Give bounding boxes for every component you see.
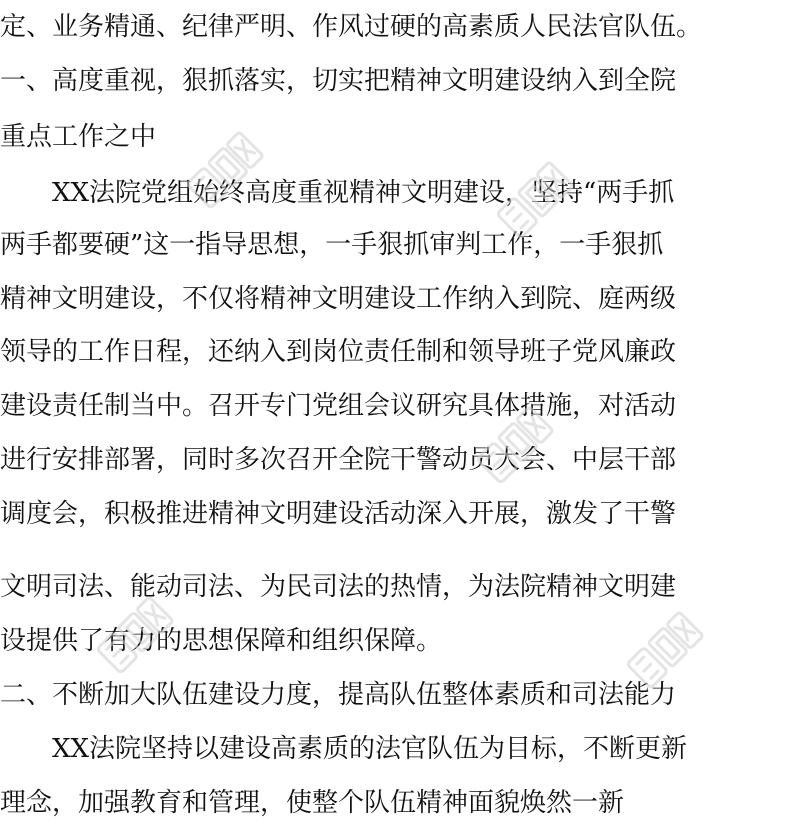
text-line: 领导的工作日程，还纳入到岗位责任制和领导班子党风廉政 [0,337,677,367]
text-line: 进行安排部署，同时多次召开全院干警动员大会、中层干部 [0,445,677,475]
text-line: 精神文明建设，不仅将精神文明建设工作纳入到院、庭两级 [0,284,677,314]
text-line: 定、业务精通、纪律严明、作风过硬的高素质人民法官队伍。 [0,12,703,42]
section-heading-2: 二、不断加大队伍建设力度，提高队伍整体素质和司法能力 [0,680,677,710]
text-line: 调度会，积极推进精神文明建设活动深入开展，激发了干警 [0,499,677,529]
text-line: 建设责任制当中。召开专门党组会议研究具体措施，对活动 [0,391,677,421]
section-heading-1: 一、高度重视，狠抓落实，切实把精神文明建设纳入到全院 [0,66,677,96]
text-line: 设提供了有力的思想保障和组织保障。 [0,626,443,656]
text-line: 两手都要硬”这一指导思想，一手狠抓审判工作，一手狠抓 [0,230,664,260]
section-heading-1-continued: 重点工作之中 [0,122,157,152]
text-line: 文明司法、能动司法、为民司法的热情，为法院精神文明建 [0,572,677,602]
text-line: 理念，加强教育和管理，使整个队伍精神面貌焕然一新 [0,788,625,818]
text-line: XX法院坚持以建设高素质的法官队伍为目标，不断更新 [0,734,688,764]
text-line: XX法院党组始终高度重视精神文明建设，坚持“两手抓 [0,178,675,208]
